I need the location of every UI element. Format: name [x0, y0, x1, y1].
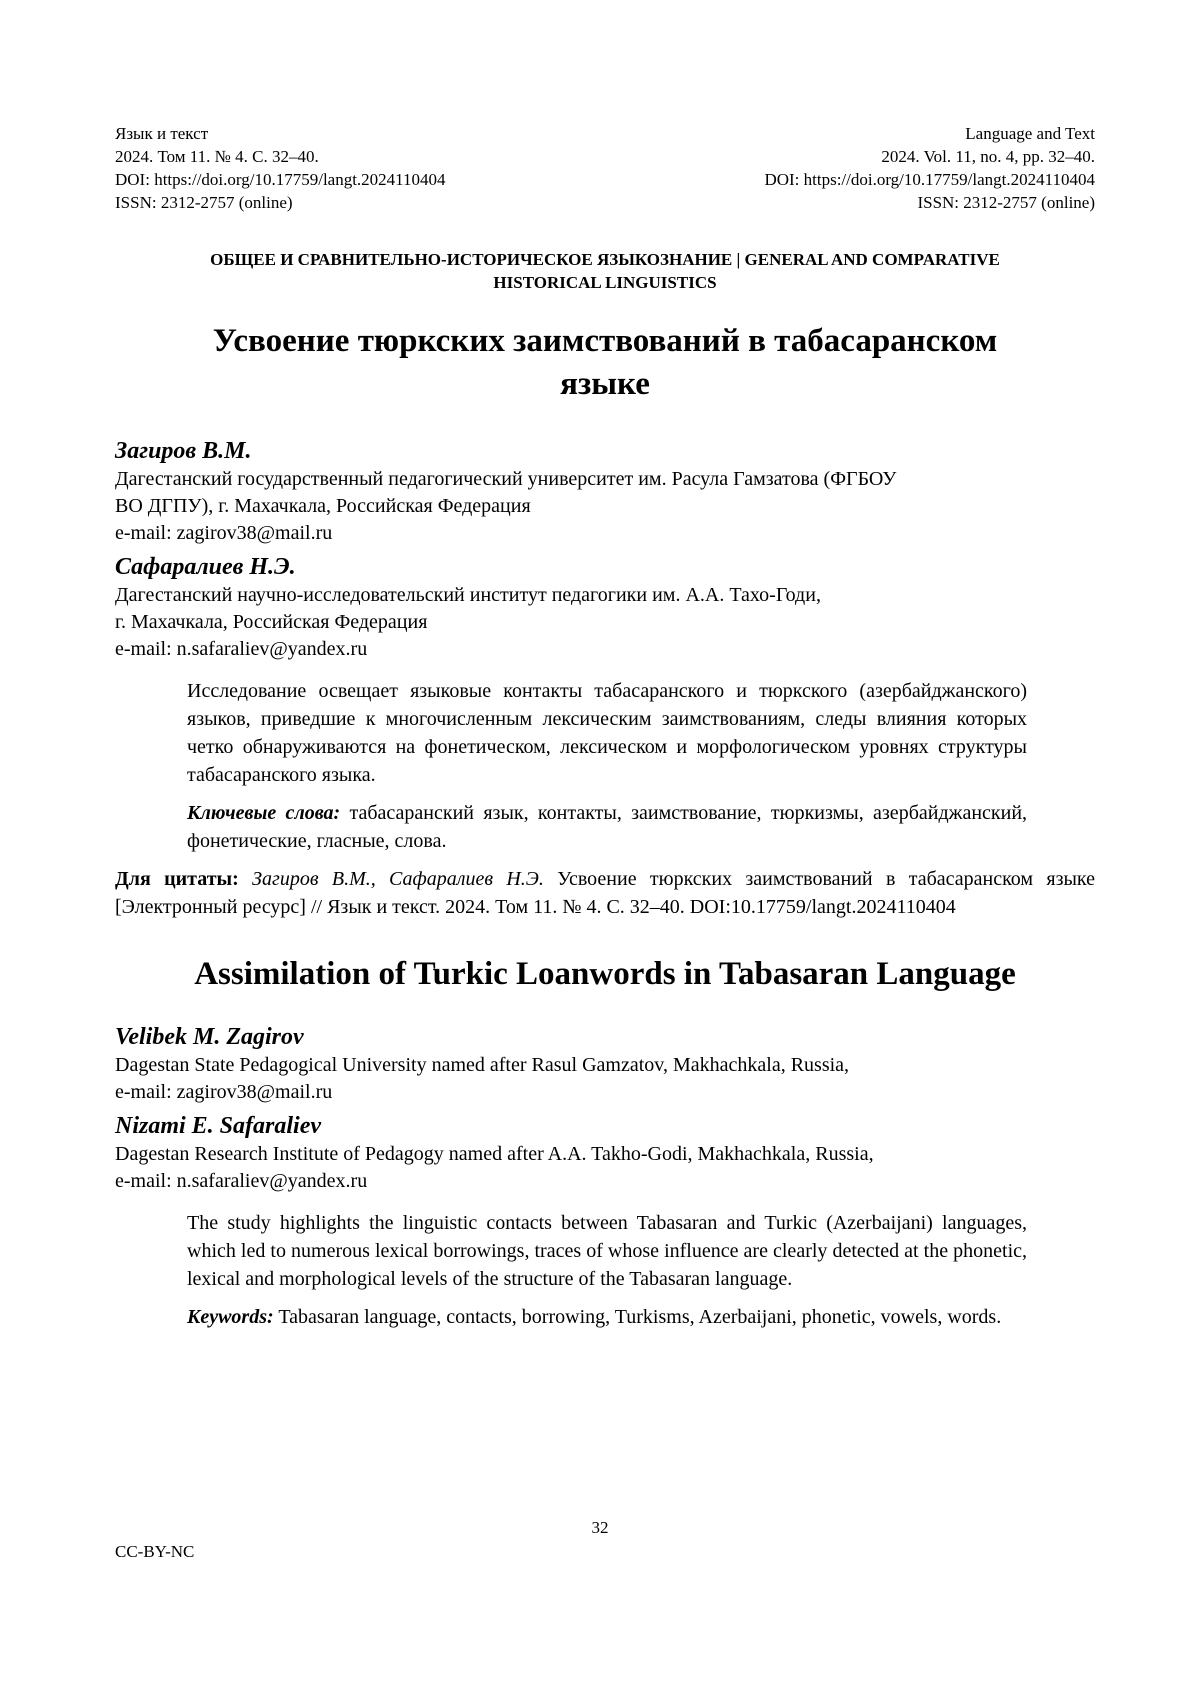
author-name: Velibek M. Zagirov	[115, 1022, 1095, 1052]
author-block-en	[115, 1022, 1095, 1106]
citation	[115, 865, 1095, 921]
issn-ru: ISSN: 2312-2757 (online)	[115, 191, 446, 214]
author-affiliation-line: ВО ДГПУ), г. Махачкала, Российская Федерация	[115, 493, 1095, 520]
license-label: CC-BY-NC	[115, 1542, 194, 1562]
author-name: Загиров В.М.	[115, 436, 1095, 466]
issue-info-ru: 2024. Том 11. № 4. С. 32–40.	[115, 145, 446, 168]
journal-name-en: Language and Text	[764, 122, 1095, 145]
abstract-en-text: The study highlights the linguistic contacts between Tabasaran and Turkic (Azerbaijani) languages, which led to numerous lexical borrowings, traces of whose influence are clearly detected at the phonetic, lexical and morphological levels of the structure of the Tabasaran language.	[187, 1209, 1027, 1293]
author-email: e-mail: n.safaraliev@yandex.ru	[115, 1168, 1095, 1195]
abstract-ru-text: Исследование освещает языковые контакты табасаранского и тюркского (азербайджанского) языков, приведшие к многочисленным лексическим заимствованиям, следы влияния которых четко обнаруживаются на фонетическом, лексическом и морфологическом уровнях структуры табасаранского языка.	[187, 677, 1027, 789]
page-number: 32	[0, 1518, 1200, 1538]
keywords-en-text: Tabasaran language, contacts, borrowing, Turkisms, Azerbaijani, phonetic, vowels, words.	[278, 1306, 1001, 1328]
author-block-ru	[115, 436, 1095, 547]
citation-text: Усвоение тюркских заимствований в табасаранском языке [Электронный ресурс] // Язык и текст. 2024. Том 11. № 4. С. 32–40. DOI:10.17759/langt.2024110404	[115, 868, 1095, 918]
author-block-ru	[115, 552, 1095, 663]
article-title-ru-line-2: языке	[115, 363, 1095, 406]
keywords-ru-label: Ключевые слова:	[187, 802, 340, 824]
keywords-en-label: Keywords:	[187, 1306, 274, 1328]
header-left-ru	[115, 122, 446, 214]
keywords-ru-text: табасаранский язык, контакты, заимствование, тюркизмы, азербайджанский, фонетические, гласные, слова.	[187, 802, 1027, 852]
article-title-ru	[115, 320, 1095, 406]
abstract-en	[187, 1209, 1027, 1331]
paper-page	[0, 0, 1200, 1697]
section-heading-line-2: HISTORICAL LINGUISTICS	[115, 271, 1095, 294]
authors-en	[115, 1022, 1095, 1195]
author-name: Nizami E. Safaraliev	[115, 1111, 1095, 1141]
section-heading	[115, 248, 1095, 294]
article-title-en: Assimilation of Turkic Loanwords in Tabasaran Language	[115, 953, 1095, 996]
header-right-en	[764, 122, 1095, 214]
author-affiliation-line: Дагестанский научно-исследовательский институт педагогики им. А.А. Тахо-Годи,	[115, 582, 1095, 609]
abstract-ru	[187, 677, 1027, 855]
citation-label: Для цитаты:	[115, 868, 239, 890]
doi-en: DOI: https://doi.org/10.17759/langt.2024110404	[764, 168, 1095, 191]
author-block-en	[115, 1111, 1095, 1195]
author-affiliation-line: г. Махачкала, Российская Федерация	[115, 609, 1095, 636]
journal-name-ru: Язык и текст	[115, 122, 446, 145]
author-email: e-mail: zagirov38@mail.ru	[115, 1079, 1095, 1106]
author-name: Сафаралиев Н.Э.	[115, 552, 1095, 582]
author-email: e-mail: zagirov38@mail.ru	[115, 520, 1095, 547]
section-heading-line-1: ОБЩЕЕ И СРАВНИТЕЛЬНО-ИСТОРИЧЕСКОЕ ЯЗЫКОЗНАНИЕ | GENERAL AND COMPARATIVE	[115, 248, 1095, 271]
article-title-ru-line-1: Усвоение тюркских заимствований в табасаранском	[115, 320, 1095, 363]
issue-info-en: 2024. Vol. 11, no. 4, pp. 32–40.	[764, 145, 1095, 168]
citation-authors: Загиров В.М., Сафаралиев Н.Э.	[252, 868, 544, 890]
keywords-ru	[187, 799, 1027, 855]
keywords-en	[187, 1303, 1027, 1331]
author-affiliation-line: Дагестанский государственный педагогический университет им. Расула Гамзатова (ФГБОУ	[115, 466, 1095, 493]
author-email: e-mail: n.safaraliev@yandex.ru	[115, 636, 1095, 663]
journal-header	[115, 122, 1095, 214]
doi-ru: DOI: https://doi.org/10.17759/langt.2024110404	[115, 168, 446, 191]
authors-ru	[115, 436, 1095, 663]
author-affiliation: Dagestan Research Institute of Pedagogy named after A.A. Takho-Godi, Makhachkala, Russia,	[115, 1141, 1095, 1168]
author-affiliation: Dagestan State Pedagogical University named after Rasul Gamzatov, Makhachkala, Russia,	[115, 1052, 1095, 1079]
issn-en: ISSN: 2312-2757 (online)	[764, 191, 1095, 214]
